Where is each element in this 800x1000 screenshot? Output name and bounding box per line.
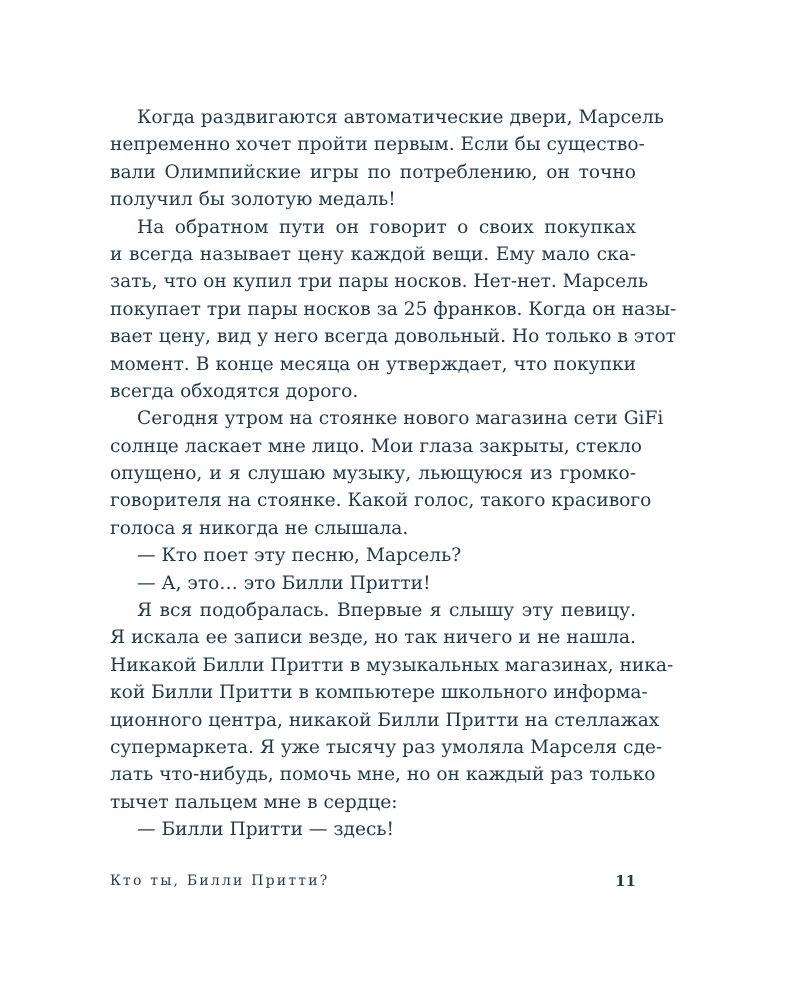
text-line: момент. В конце месяца он утверждает, что покупки	[110, 353, 636, 375]
text-line: супермаркета. Я уже тысячу раз умоляла Марселя сде-	[110, 736, 663, 758]
dialogue-line	[110, 542, 636, 569]
text-line: голоса я никогда не слышала.	[110, 517, 409, 539]
text-line: На обратном пути он говорит о своих покупках	[137, 216, 636, 238]
page-footer	[110, 873, 636, 895]
text-line: — Кто поет эту песню, Марсель?	[137, 545, 462, 567]
text-line: и всегда называет цену каждой вещи. Ему мало ска-	[110, 243, 636, 265]
text-line: Я искала ее записи везде, но так ничего и не нашла.	[110, 627, 636, 649]
running-title: Кто ты, Билли Притти?	[110, 873, 330, 889]
text-line: вает цену, вид у него всегда довольный. Но только в этот	[110, 326, 676, 348]
text-line: опущено, и я слушаю музыку, льющуюся из громко-	[110, 463, 636, 485]
dialogue-line	[110, 816, 636, 843]
text-line: Я вся подобралась. Впервые я слышу эту певицу.	[137, 600, 636, 622]
page-number: 11	[615, 872, 636, 890]
text-line: Никакой Билли Притти в музыкальных магазинах, ника-	[110, 654, 674, 676]
text-line: непременно хочет пройти первым. Если бы существо-	[110, 134, 645, 156]
paragraph	[110, 214, 677, 406]
dialogue-line	[110, 570, 636, 597]
text-line: зать, что он купил три пары носков. Нет-нет. Марсель	[110, 271, 649, 293]
paragraph	[110, 405, 664, 542]
text-line: тычет пальцем мне в сердце:	[110, 791, 398, 813]
text-line: — Билли Притти — здесь!	[137, 819, 394, 841]
text-line: Сегодня утром на стоянке нового магазина сети GiFi	[137, 408, 664, 430]
text-line: кой Билли Притти в компьютере школьного информа-	[110, 682, 648, 704]
text-line: говорителя на стоянке. Какой голос, такого красивого	[110, 490, 652, 512]
text-line: ционного центра, никакой Билли Притти на стеллажах	[110, 709, 660, 731]
text-line: всегда обходятся дорого.	[110, 380, 359, 402]
paragraph	[110, 104, 664, 214]
text-line: получил бы золотую медаль!	[110, 189, 396, 211]
text-line: — А, это… это Билли Притти!	[137, 572, 431, 594]
text-line: вали Олимпийские игры по потреблению, он точно	[110, 161, 636, 183]
body-text	[110, 104, 677, 844]
text-line: лать что-нибудь, помочь мне, но он каждый раз только	[110, 764, 656, 786]
paragraph	[110, 597, 674, 816]
text-line: покупает три пары носков за 25 франков. Когда он назы-	[110, 298, 677, 320]
text-line: солнце ласкает мне лицо. Мои глаза закрыты, стекло	[110, 435, 642, 457]
text-line: Когда раздвигаются автоматические двери, Марсель	[137, 107, 664, 128]
